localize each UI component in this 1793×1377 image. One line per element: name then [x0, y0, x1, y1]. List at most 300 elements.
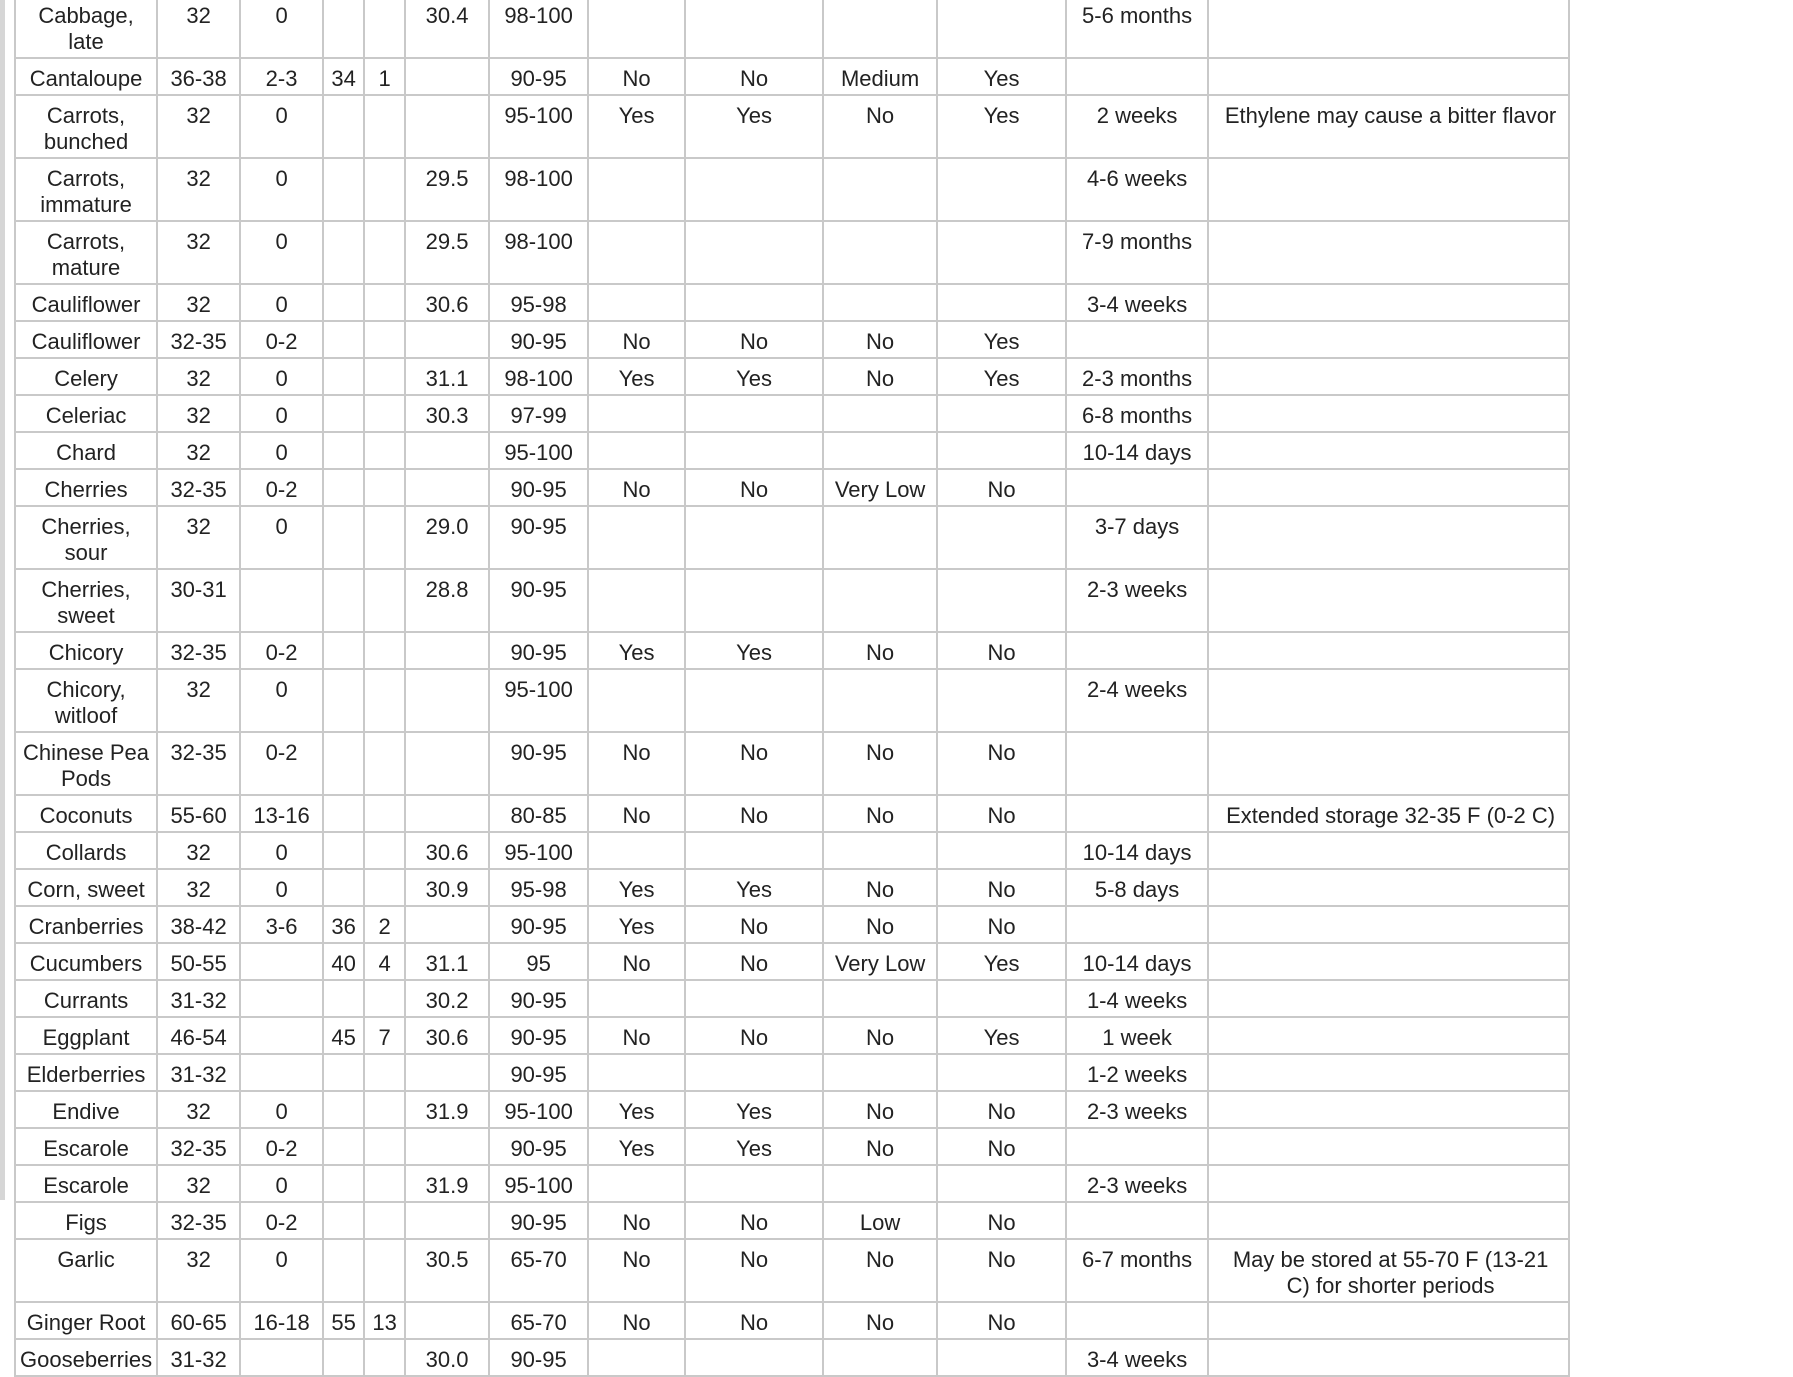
cell-freeze-point[interactable]: 30.5	[405, 1239, 489, 1302]
cell-ethylene-sensitive-2[interactable]: Yes	[685, 1128, 823, 1165]
cell-min-c[interactable]	[364, 221, 405, 284]
cell-humidity[interactable]: 65-70	[489, 1239, 588, 1302]
cell-notes[interactable]	[1208, 432, 1569, 469]
cell-notes[interactable]	[1208, 943, 1569, 980]
cell-ethylene-sensitive-2[interactable]: No	[685, 1239, 823, 1302]
cell-min-f[interactable]	[323, 95, 364, 158]
cell-min-f[interactable]	[323, 869, 364, 906]
cell-freeze-point[interactable]: 30.6	[405, 832, 489, 869]
cell-freeze-point[interactable]: 30.0	[405, 1339, 489, 1376]
cell-notes[interactable]	[1208, 1339, 1569, 1376]
cell-temp-c[interactable]: 0-2	[240, 632, 323, 669]
cell-freeze-point[interactable]	[405, 1054, 489, 1091]
cell-storage-life[interactable]: 3-4 weeks	[1066, 1339, 1208, 1376]
cell-commodity[interactable]: Ginger Root	[15, 1302, 157, 1339]
cell-temp-c[interactable]	[240, 1054, 323, 1091]
cell-temp-f[interactable]: 46-54	[157, 1017, 240, 1054]
cell-notes[interactable]	[1208, 980, 1569, 1017]
cell-storage-life[interactable]	[1066, 321, 1208, 358]
cell-storage-life[interactable]	[1066, 795, 1208, 832]
cell-notes[interactable]: Extended storage 32-35 F (0-2 C)	[1208, 795, 1569, 832]
cell-odor-sensitive[interactable]	[937, 569, 1066, 632]
cell-ethylene-production[interactable]	[823, 980, 937, 1017]
cell-freeze-point[interactable]	[405, 58, 489, 95]
cell-ethylene-production[interactable]: No	[823, 321, 937, 358]
cell-storage-life[interactable]	[1066, 1128, 1208, 1165]
cell-freeze-point[interactable]: 31.1	[405, 358, 489, 395]
cell-ethylene-sensitive[interactable]: No	[588, 795, 685, 832]
cell-freeze-point[interactable]	[405, 795, 489, 832]
cell-ethylene-production[interactable]	[823, 569, 937, 632]
cell-min-f[interactable]	[323, 1054, 364, 1091]
cell-freeze-point[interactable]: 31.9	[405, 1091, 489, 1128]
cell-min-f[interactable]	[323, 1339, 364, 1376]
cell-temp-c[interactable]: 13-16	[240, 795, 323, 832]
cell-freeze-point[interactable]	[405, 632, 489, 669]
cell-ethylene-sensitive-2[interactable]	[685, 432, 823, 469]
cell-temp-f[interactable]: 32	[157, 506, 240, 569]
cell-temp-c[interactable]: 0	[240, 221, 323, 284]
cell-notes[interactable]	[1208, 1202, 1569, 1239]
cell-temp-c[interactable]: 0	[240, 669, 323, 732]
cell-commodity[interactable]: Cherries	[15, 469, 157, 506]
cell-ethylene-sensitive[interactable]	[588, 832, 685, 869]
cell-notes[interactable]	[1208, 395, 1569, 432]
cell-storage-life[interactable]: 5-8 days	[1066, 869, 1208, 906]
cell-freeze-point[interactable]	[405, 321, 489, 358]
cell-min-f[interactable]: 36	[323, 906, 364, 943]
cell-ethylene-sensitive-2[interactable]: No	[685, 732, 823, 795]
cell-commodity[interactable]: Collards	[15, 832, 157, 869]
cell-commodity[interactable]: Carrots, immature	[15, 158, 157, 221]
cell-ethylene-sensitive-2[interactable]	[685, 506, 823, 569]
cell-storage-life[interactable]: 2-3 weeks	[1066, 1165, 1208, 1202]
cell-min-f[interactable]	[323, 1128, 364, 1165]
cell-commodity[interactable]: Chard	[15, 432, 157, 469]
cell-temp-c[interactable]: 2-3	[240, 58, 323, 95]
cell-commodity[interactable]: Gooseberries	[15, 1339, 157, 1376]
cell-ethylene-sensitive-2[interactable]: No	[685, 1302, 823, 1339]
cell-ethylene-production[interactable]: No	[823, 632, 937, 669]
cell-ethylene-sensitive-2[interactable]	[685, 1165, 823, 1202]
cell-odor-sensitive[interactable]	[937, 1339, 1066, 1376]
cell-commodity[interactable]: Cucumbers	[15, 943, 157, 980]
cell-ethylene-sensitive[interactable]	[588, 1165, 685, 1202]
cell-ethylene-sensitive[interactable]	[588, 569, 685, 632]
cell-odor-sensitive[interactable]	[937, 832, 1066, 869]
cell-min-c[interactable]	[364, 795, 405, 832]
cell-notes[interactable]	[1208, 906, 1569, 943]
cell-ethylene-sensitive[interactable]: No	[588, 1239, 685, 1302]
cell-humidity[interactable]: 95-98	[489, 869, 588, 906]
cell-ethylene-production[interactable]: No	[823, 1302, 937, 1339]
cell-ethylene-production[interactable]: No	[823, 732, 937, 795]
cell-commodity[interactable]: Cauliflower	[15, 284, 157, 321]
cell-notes[interactable]: May be stored at 55-70 F (13-21 C) for shorter periods	[1208, 1239, 1569, 1302]
cell-temp-f[interactable]: 32-35	[157, 1128, 240, 1165]
cell-temp-f[interactable]: 32-35	[157, 732, 240, 795]
cell-ethylene-sensitive-2[interactable]	[685, 832, 823, 869]
cell-temp-f[interactable]: 38-42	[157, 906, 240, 943]
cell-odor-sensitive[interactable]: No	[937, 632, 1066, 669]
cell-humidity[interactable]: 98-100	[489, 158, 588, 221]
cell-min-c[interactable]	[364, 1165, 405, 1202]
cell-freeze-point[interactable]: 30.4	[405, 0, 489, 58]
cell-temp-c[interactable]: 0	[240, 506, 323, 569]
cell-commodity[interactable]: Chicory, witloof	[15, 669, 157, 732]
cell-commodity[interactable]: Escarole	[15, 1128, 157, 1165]
cell-min-c[interactable]	[364, 358, 405, 395]
cell-ethylene-sensitive[interactable]: Yes	[588, 906, 685, 943]
cell-min-c[interactable]	[364, 432, 405, 469]
cell-temp-f[interactable]: 32	[157, 832, 240, 869]
cell-humidity[interactable]: 65-70	[489, 1302, 588, 1339]
cell-ethylene-sensitive[interactable]	[588, 221, 685, 284]
cell-temp-f[interactable]: 32	[157, 869, 240, 906]
cell-min-f[interactable]	[323, 669, 364, 732]
cell-min-f[interactable]	[323, 1165, 364, 1202]
cell-humidity[interactable]: 90-95	[489, 1017, 588, 1054]
cell-temp-f[interactable]: 55-60	[157, 795, 240, 832]
cell-min-f[interactable]	[323, 732, 364, 795]
cell-min-f[interactable]	[323, 432, 364, 469]
cell-humidity[interactable]: 98-100	[489, 358, 588, 395]
cell-storage-life[interactable]: 10-14 days	[1066, 432, 1208, 469]
cell-min-f[interactable]	[323, 1239, 364, 1302]
cell-odor-sensitive[interactable]: No	[937, 869, 1066, 906]
cell-storage-life[interactable]: 10-14 days	[1066, 832, 1208, 869]
cell-min-c[interactable]	[364, 1054, 405, 1091]
cell-commodity[interactable]: Carrots, mature	[15, 221, 157, 284]
cell-odor-sensitive[interactable]	[937, 395, 1066, 432]
cell-temp-f[interactable]: 60-65	[157, 1302, 240, 1339]
cell-ethylene-sensitive[interactable]: No	[588, 943, 685, 980]
cell-notes[interactable]	[1208, 869, 1569, 906]
cell-temp-f[interactable]: 31-32	[157, 1054, 240, 1091]
cell-temp-f[interactable]: 32	[157, 669, 240, 732]
cell-min-f[interactable]	[323, 632, 364, 669]
cell-notes[interactable]	[1208, 358, 1569, 395]
cell-storage-life[interactable]: 3-7 days	[1066, 506, 1208, 569]
cell-temp-f[interactable]: 32	[157, 284, 240, 321]
cell-temp-c[interactable]: 3-6	[240, 906, 323, 943]
cell-ethylene-sensitive-2[interactable]: Yes	[685, 95, 823, 158]
cell-storage-life[interactable]	[1066, 58, 1208, 95]
cell-storage-life[interactable]	[1066, 1302, 1208, 1339]
cell-temp-c[interactable]: 0	[240, 358, 323, 395]
cell-temp-f[interactable]: 32	[157, 1165, 240, 1202]
cell-humidity[interactable]: 90-95	[489, 469, 588, 506]
cell-ethylene-sensitive-2[interactable]: No	[685, 321, 823, 358]
cell-min-c[interactable]	[364, 0, 405, 58]
cell-humidity[interactable]: 90-95	[489, 569, 588, 632]
cell-notes[interactable]	[1208, 469, 1569, 506]
cell-freeze-point[interactable]: 29.5	[405, 221, 489, 284]
cell-ethylene-sensitive[interactable]: Yes	[588, 358, 685, 395]
cell-temp-c[interactable]: 0	[240, 432, 323, 469]
cell-ethylene-production[interactable]	[823, 1165, 937, 1202]
cell-ethylene-production[interactable]: No	[823, 1091, 937, 1128]
cell-storage-life[interactable]: 4-6 weeks	[1066, 158, 1208, 221]
cell-humidity[interactable]: 90-95	[489, 906, 588, 943]
cell-min-c[interactable]	[364, 632, 405, 669]
cell-storage-life[interactable]: 2-3 weeks	[1066, 569, 1208, 632]
cell-min-c[interactable]: 13	[364, 1302, 405, 1339]
cell-min-c[interactable]: 1	[364, 58, 405, 95]
cell-notes[interactable]	[1208, 321, 1569, 358]
cell-ethylene-production[interactable]	[823, 0, 937, 58]
cell-commodity[interactable]: Cantaloupe	[15, 58, 157, 95]
cell-freeze-point[interactable]	[405, 95, 489, 158]
cell-min-c[interactable]	[364, 569, 405, 632]
cell-min-c[interactable]	[364, 1339, 405, 1376]
cell-ethylene-sensitive[interactable]	[588, 158, 685, 221]
cell-temp-f[interactable]: 32-35	[157, 1202, 240, 1239]
cell-ethylene-production[interactable]	[823, 395, 937, 432]
cell-ethylene-sensitive[interactable]: No	[588, 1302, 685, 1339]
cell-odor-sensitive[interactable]: No	[937, 1202, 1066, 1239]
cell-humidity[interactable]: 95-100	[489, 95, 588, 158]
cell-min-f[interactable]: 40	[323, 943, 364, 980]
cell-temp-f[interactable]: 32	[157, 1239, 240, 1302]
cell-storage-life[interactable]: 2 weeks	[1066, 95, 1208, 158]
cell-notes[interactable]	[1208, 669, 1569, 732]
cell-ethylene-sensitive-2[interactable]: No	[685, 795, 823, 832]
cell-ethylene-sensitive-2[interactable]	[685, 158, 823, 221]
cell-freeze-point[interactable]	[405, 432, 489, 469]
cell-commodity[interactable]: Corn, sweet	[15, 869, 157, 906]
cell-freeze-point[interactable]	[405, 1302, 489, 1339]
cell-ethylene-sensitive-2[interactable]	[685, 395, 823, 432]
cell-ethylene-sensitive[interactable]	[588, 1054, 685, 1091]
cell-odor-sensitive[interactable]: Yes	[937, 95, 1066, 158]
cell-notes[interactable]	[1208, 832, 1569, 869]
cell-humidity[interactable]: 90-95	[489, 1339, 588, 1376]
cell-ethylene-sensitive[interactable]: Yes	[588, 869, 685, 906]
cell-temp-c[interactable]: 0	[240, 158, 323, 221]
cell-temp-c[interactable]: 16-18	[240, 1302, 323, 1339]
cell-odor-sensitive[interactable]: Yes	[937, 58, 1066, 95]
cell-notes[interactable]	[1208, 1017, 1569, 1054]
cell-min-c[interactable]	[364, 732, 405, 795]
cell-min-f[interactable]	[323, 980, 364, 1017]
cell-humidity[interactable]: 90-95	[489, 980, 588, 1017]
cell-storage-life[interactable]: 6-7 months	[1066, 1239, 1208, 1302]
cell-storage-life[interactable]: 1-2 weeks	[1066, 1054, 1208, 1091]
cell-odor-sensitive[interactable]	[937, 0, 1066, 58]
cell-ethylene-sensitive-2[interactable]	[685, 284, 823, 321]
cell-humidity[interactable]: 95-100	[489, 432, 588, 469]
cell-min-f[interactable]: 34	[323, 58, 364, 95]
cell-ethylene-sensitive[interactable]	[588, 395, 685, 432]
cell-temp-f[interactable]: 30-31	[157, 569, 240, 632]
cell-min-c[interactable]	[364, 469, 405, 506]
cell-odor-sensitive[interactable]: No	[937, 795, 1066, 832]
cell-temp-f[interactable]: 32-35	[157, 321, 240, 358]
cell-commodity[interactable]: Cranberries	[15, 906, 157, 943]
cell-odor-sensitive[interactable]: Yes	[937, 358, 1066, 395]
cell-odor-sensitive[interactable]	[937, 158, 1066, 221]
cell-humidity[interactable]: 90-95	[489, 732, 588, 795]
cell-commodity[interactable]: Carrots, bunched	[15, 95, 157, 158]
cell-storage-life[interactable]: 2-4 weeks	[1066, 669, 1208, 732]
cell-min-f[interactable]	[323, 569, 364, 632]
cell-temp-c[interactable]: 0-2	[240, 321, 323, 358]
cell-odor-sensitive[interactable]: No	[937, 732, 1066, 795]
cell-ethylene-sensitive[interactable]	[588, 980, 685, 1017]
cell-temp-f[interactable]: 32	[157, 432, 240, 469]
cell-ethylene-production[interactable]: No	[823, 869, 937, 906]
cell-temp-f[interactable]: 32	[157, 395, 240, 432]
cell-odor-sensitive[interactable]	[937, 221, 1066, 284]
cell-commodity[interactable]: Chinese Pea Pods	[15, 732, 157, 795]
cell-ethylene-sensitive-2[interactable]: No	[685, 58, 823, 95]
cell-ethylene-production[interactable]: Low	[823, 1202, 937, 1239]
cell-freeze-point[interactable]	[405, 732, 489, 795]
cell-freeze-point[interactable]	[405, 1202, 489, 1239]
cell-humidity[interactable]: 90-95	[489, 1054, 588, 1091]
cell-humidity[interactable]: 95-100	[489, 669, 588, 732]
cell-temp-c[interactable]: 0	[240, 869, 323, 906]
cell-commodity[interactable]: Cabbage, late	[15, 0, 157, 58]
cell-ethylene-sensitive[interactable]: No	[588, 732, 685, 795]
cell-ethylene-sensitive[interactable]	[588, 284, 685, 321]
cell-temp-c[interactable]	[240, 980, 323, 1017]
cell-ethylene-sensitive[interactable]	[588, 0, 685, 58]
cell-notes[interactable]: Ethylene may cause a bitter flavor	[1208, 95, 1569, 158]
cell-temp-f[interactable]: 32-35	[157, 469, 240, 506]
cell-ethylene-sensitive[interactable]: No	[588, 469, 685, 506]
cell-temp-c[interactable]: 0-2	[240, 732, 323, 795]
cell-storage-life[interactable]	[1066, 1202, 1208, 1239]
cell-freeze-point[interactable]: 30.2	[405, 980, 489, 1017]
cell-ethylene-production[interactable]	[823, 669, 937, 732]
cell-min-f[interactable]	[323, 0, 364, 58]
cell-humidity[interactable]: 90-95	[489, 632, 588, 669]
cell-temp-c[interactable]: 0	[240, 395, 323, 432]
cell-notes[interactable]	[1208, 732, 1569, 795]
cell-min-f[interactable]	[323, 221, 364, 284]
cell-min-f[interactable]	[323, 469, 364, 506]
cell-temp-c[interactable]: 0-2	[240, 1202, 323, 1239]
cell-min-c[interactable]	[364, 869, 405, 906]
cell-min-c[interactable]	[364, 395, 405, 432]
cell-ethylene-sensitive[interactable]: No	[588, 1017, 685, 1054]
cell-ethylene-production[interactable]	[823, 221, 937, 284]
cell-temp-c[interactable]: 0	[240, 95, 323, 158]
cell-min-c[interactable]	[364, 1239, 405, 1302]
cell-ethylene-sensitive[interactable]: No	[588, 1202, 685, 1239]
cell-storage-life[interactable]: 2-3 months	[1066, 358, 1208, 395]
cell-temp-f[interactable]: 32	[157, 1091, 240, 1128]
cell-ethylene-sensitive-2[interactable]: Yes	[685, 632, 823, 669]
cell-ethylene-sensitive[interactable]: No	[588, 321, 685, 358]
cell-min-f[interactable]	[323, 795, 364, 832]
cell-commodity[interactable]: Endive	[15, 1091, 157, 1128]
cell-ethylene-sensitive-2[interactable]	[685, 569, 823, 632]
cell-freeze-point[interactable]: 30.6	[405, 1017, 489, 1054]
cell-ethylene-production[interactable]: No	[823, 1017, 937, 1054]
cell-min-f[interactable]	[323, 832, 364, 869]
cell-min-c[interactable]	[364, 95, 405, 158]
cell-storage-life[interactable]: 7-9 months	[1066, 221, 1208, 284]
cell-temp-f[interactable]: 32	[157, 0, 240, 58]
cell-temp-f[interactable]: 32	[157, 158, 240, 221]
cell-storage-life[interactable]	[1066, 732, 1208, 795]
cell-freeze-point[interactable]: 31.9	[405, 1165, 489, 1202]
cell-temp-c[interactable]: 0-2	[240, 1128, 323, 1165]
cell-commodity[interactable]: Cauliflower	[15, 321, 157, 358]
cell-odor-sensitive[interactable]: No	[937, 906, 1066, 943]
cell-storage-life[interactable]: 2-3 weeks	[1066, 1091, 1208, 1128]
cell-min-c[interactable]	[364, 832, 405, 869]
cell-freeze-point[interactable]: 30.9	[405, 869, 489, 906]
cell-notes[interactable]	[1208, 506, 1569, 569]
cell-notes[interactable]	[1208, 1128, 1569, 1165]
cell-ethylene-sensitive-2[interactable]: No	[685, 1202, 823, 1239]
cell-humidity[interactable]: 90-95	[489, 321, 588, 358]
cell-freeze-point[interactable]	[405, 669, 489, 732]
cell-min-c[interactable]	[364, 158, 405, 221]
cell-min-f[interactable]	[323, 158, 364, 221]
cell-commodity[interactable]: Figs	[15, 1202, 157, 1239]
cell-min-c[interactable]: 4	[364, 943, 405, 980]
cell-humidity[interactable]: 80-85	[489, 795, 588, 832]
cell-freeze-point[interactable]	[405, 906, 489, 943]
cell-odor-sensitive[interactable]: Yes	[937, 1017, 1066, 1054]
cell-ethylene-sensitive-2[interactable]	[685, 1339, 823, 1376]
cell-temp-c[interactable]	[240, 569, 323, 632]
cell-notes[interactable]	[1208, 1091, 1569, 1128]
cell-ethylene-production[interactable]: No	[823, 906, 937, 943]
cell-min-f[interactable]	[323, 1202, 364, 1239]
cell-min-c[interactable]	[364, 669, 405, 732]
cell-temp-f[interactable]: 36-38	[157, 58, 240, 95]
cell-min-c[interactable]	[364, 1091, 405, 1128]
cell-temp-f[interactable]: 32-35	[157, 632, 240, 669]
cell-storage-life[interactable]: 5-6 months	[1066, 0, 1208, 58]
cell-notes[interactable]	[1208, 1165, 1569, 1202]
cell-ethylene-production[interactable]: No	[823, 795, 937, 832]
cell-odor-sensitive[interactable]: Yes	[937, 943, 1066, 980]
cell-min-c[interactable]	[364, 321, 405, 358]
cell-humidity[interactable]: 95-100	[489, 1091, 588, 1128]
cell-ethylene-sensitive[interactable]: Yes	[588, 95, 685, 158]
cell-humidity[interactable]: 98-100	[489, 221, 588, 284]
cell-ethylene-sensitive[interactable]: Yes	[588, 632, 685, 669]
cell-storage-life[interactable]: 10-14 days	[1066, 943, 1208, 980]
cell-ethylene-sensitive-2[interactable]	[685, 1054, 823, 1091]
cell-temp-f[interactable]: 31-32	[157, 1339, 240, 1376]
cell-ethylene-production[interactable]: No	[823, 1239, 937, 1302]
cell-ethylene-sensitive[interactable]	[588, 506, 685, 569]
cell-notes[interactable]	[1208, 284, 1569, 321]
cell-ethylene-sensitive-2[interactable]	[685, 980, 823, 1017]
cell-ethylene-sensitive[interactable]	[588, 432, 685, 469]
cell-min-f[interactable]: 45	[323, 1017, 364, 1054]
cell-ethylene-sensitive-2[interactable]: Yes	[685, 358, 823, 395]
cell-freeze-point[interactable]: 31.1	[405, 943, 489, 980]
cell-ethylene-sensitive-2[interactable]	[685, 669, 823, 732]
cell-humidity[interactable]: 95-100	[489, 1165, 588, 1202]
cell-ethylene-production[interactable]	[823, 832, 937, 869]
cell-min-c[interactable]: 2	[364, 906, 405, 943]
cell-ethylene-production[interactable]	[823, 1054, 937, 1091]
cell-storage-life[interactable]: 3-4 weeks	[1066, 284, 1208, 321]
cell-min-f[interactable]: 55	[323, 1302, 364, 1339]
cell-temp-c[interactable]: 0	[240, 0, 323, 58]
cell-min-c[interactable]	[364, 1128, 405, 1165]
